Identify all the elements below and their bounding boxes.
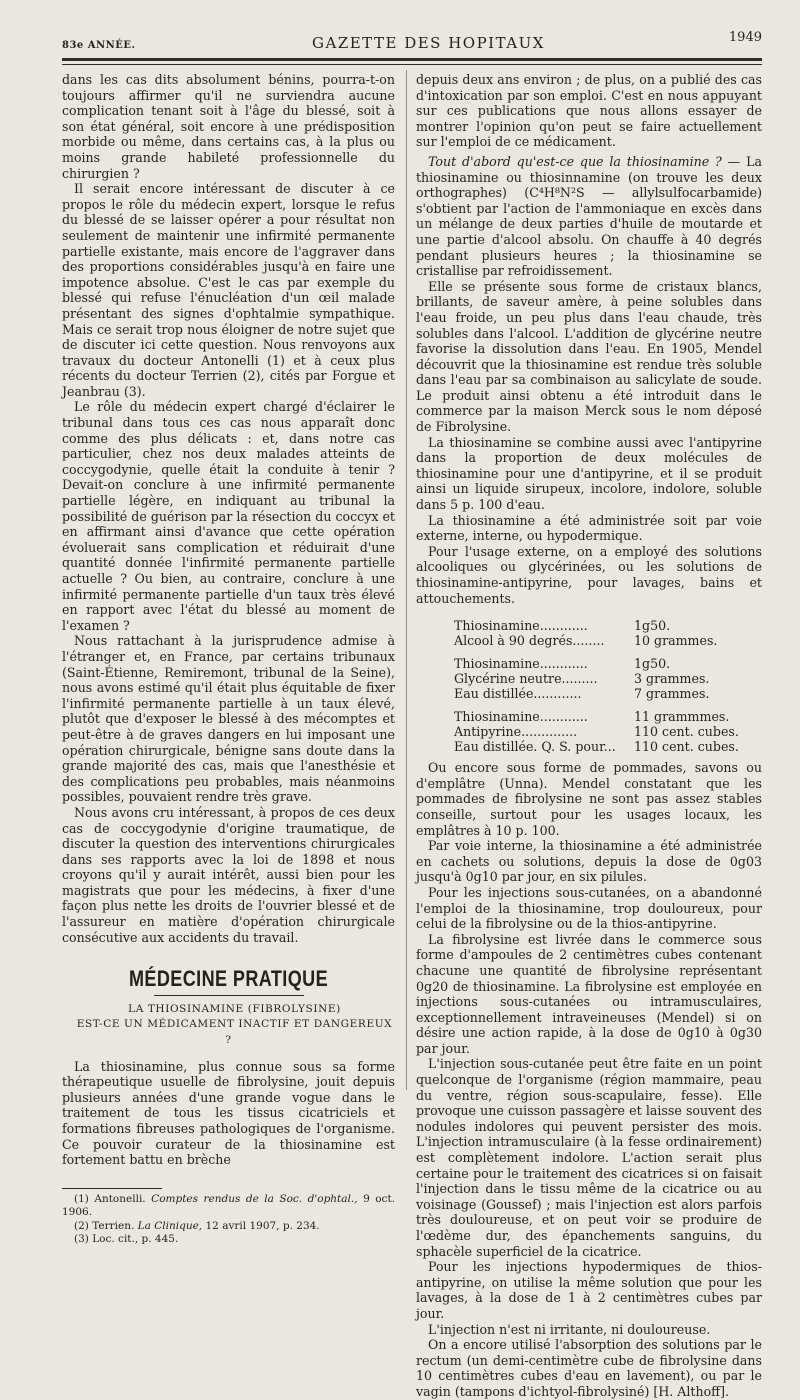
formula-row: Thiosinamine............ 1g50.: [454, 656, 671, 672]
footnote-2-source: La Clinique,: [137, 1219, 203, 1232]
footnote-2-author: (2) Terrien.: [74, 1219, 135, 1232]
left-paragraph-3: Le rôle du médecin expert chargé d'éclairer le tribunal dans tous ces cas nous apparaît donc comme des plus délicats : et, dans notre cas particulier, chez nos deux malades atteints de coccygodynie, quelle était la conduite à tenir ? Devait-on conclure à une infirmité permanente partielle légère, en indiquant au tribunal la possibilité de guérison par la résection du coccyx et en affirmant ainsi d'avance que cette opération évoluerait sans complication et réduirait d'une quantité donnée l'infirmité permanente partielle actuelle ? Ou bien, au contraire, conclure à une infirmité permanente partielle d'un taux très élevé en rapport avec l'état du blessé au moment de l'examen ?: [62, 399, 395, 633]
right-paragraph-8: Par voie interne, la thiosinamine a été administrée en cachets ou solutions, depuis la dose de 0g03 jusqu'à 0g10 par jour, en six pilules.: [416, 838, 762, 885]
page-number: 1949: [728, 30, 762, 45]
footnote-2: [62, 1220, 395, 1234]
formula-row: Eau distillée............ 7 grammes.: [454, 686, 710, 702]
journal-title: GAZETTE DES HOPITAUX: [312, 34, 545, 52]
article-subtitle: EST-CE UN MÉDICAMENT INACTIF ET DANGEREUX ?: [76, 1018, 393, 1047]
formula-row: Glycérine neutre......... 3 grammes.: [454, 671, 710, 687]
formula-row: Antipyrine.............. 110 cent. cubes.: [454, 724, 739, 740]
formula-table: [454, 618, 739, 754]
right-paragraph-4: La thiosinamine se combine aussi avec l'antipyrine dans la proportion de deux molécules de thiosinamine pour une d'antipyrine, et il se produit ainsi un liquide sirupeux, incolore, indolore, soluble dans 5 p. 100 d'eau.: [416, 434, 762, 513]
header-rule-thin: [62, 64, 762, 65]
footnote-1: [62, 1193, 395, 1220]
article-title: LA THIOSINAMINE (FIBROLYSINE): [128, 1002, 341, 1015]
right-paragraph-13: L'injection n'est ni irritante, ni douloureuse.: [428, 1321, 711, 1337]
right-paragraph-11: L'injection sous-cutanée peut être faite en un point quelconque de l'organisme (région mammaire, peau du ventre, région sous-scapulaire, fesse). Elle provoque une cuisson passagère et laisse souvent des nodules indolores qui peuvent persister des mois. L'injection intramusculaire (à la fesse ordinairement) est complètement indolore. L'action serait plus certaine pour le traitement des cicatrices si on faisait l'injection dans le tissu même de la cicatrice ou au voisinage (Goussef) ; mais l'injection est alors parfois très douloureuse, et on peut voir se produire de l'œdème dur, des épanchements sanguins, du sphacèle superficiel de la cicatrice.: [416, 1056, 762, 1259]
section-title-rule: [154, 995, 304, 996]
right-paragraph-3: Elle se présente sous forme de cristaux blancs, brillants, de saveur amère, à peine solubles dans l'eau froide, un peu plus dans l'eau chaude, très solubles dans l'alcool. L'addition de glycérine neutre favorise la dissolution dans l'eau. En 1905, Mendel découvrit que la thiosinamine est rendue très soluble dans l'eau par sa combinaison au salicylate de soude. Le produit ainsi obtenu a été introduit dans le commerce par la maison Merck sous le nom déposé de Fibrolysine.: [416, 278, 762, 435]
footnote-3: [62, 1233, 395, 1247]
volume-label: 83e ANNÉE.: [62, 40, 136, 51]
article-paragraph-1: La thiosinamine, plus connue sous sa forme thérapeutique usuelle de fibrolysine, jouit depuis plusieurs années d'une grande vogue dans le traitement de tous les tissus cicatriciels et formations fibreuses pathologiques de l'organisme. Ce pouvoir curateur de la thiosinamine est fortement battu en brèche: [62, 1058, 395, 1168]
left-paragraph-2: Il serait encore intéressant de discuter à ce propos le rôle du médecin expert, lorsque le refus du blessé de se laisser opérer a pour résultat non seulement de maintenir une infirmité permanente partielle existante, mais encore de l'aggraver dans des proportions considérables jusqu'à en faire une impotence absolue. C'est le cas par exemple du blessé qui refuse l'énucléation d'un œil malade présentant des signes d'ophtalmie sympathique. Mais ce serait trop nous éloigner de notre sujet que de discuter ici cette question. Nous renvoyons aux travaux du docteur Antonelli (1) et à ceux plus récents du docteur Terrien (2), cités par Forgue et Jeanbrau (3).: [62, 181, 395, 399]
footnote-3-ref: (3) Loc. cit., p. 445.: [74, 1233, 179, 1246]
left-paragraph-1: dans les cas dits absolument bénins, pourra-t-on toujours affirmer qu'il ne surviendra aucune complication tenant soit à l'âge du blessé, soit à son état général, soit encore à une prédisposition morbide ou même, dans certains cas, à la plus ou moins grande habileté professionnelle du chirurgien ?: [62, 72, 395, 181]
left-paragraph-5: Nous avons cru intéressant, à propos de ces deux cas de coccygodynie d'origine traumatique, de discuter la question des interventions chirurgicales dans ses rapports avec la loi de 1898 et nous croyons qu'il y aurait intérêt, aussi bien pour les magistrats que pour les médecins, à fixer d'une façon plus nette les droits de l'ouvrier blessé et de l'assureur en matière d'opération chirurgicale consécutive aux accidents du travail.: [62, 804, 395, 945]
footnote-1-author: (1) Antonelli.: [74, 1192, 146, 1205]
formula-row: Eau distillée. Q. S. pour... 110 cent. cubes.: [454, 739, 739, 755]
left-column: [62, 72, 395, 1247]
formula-row: Alcool à 90 degrés........ 10 grammes.: [454, 633, 718, 649]
footnote-2-date: 12 avril 1907, p. 234.: [205, 1219, 320, 1232]
footnote-1-date: 9 oct. 1906.: [62, 1192, 395, 1219]
right-paragraph-1: depuis deux ans environ ; de plus, on a publié des cas d'intoxication par son emploi. C'est en nous appuyant sur ces publications que nous allons essayer de montrer l'opinion qu'on peut se faire actuellement sur l'emploi de ce médicament.: [416, 72, 762, 150]
right-paragraph-10: La fibrolysine est livrée dans le commerce sous forme d'ampoules de 2 centimètres cubes contenant chacune une quantité de fibrolysine représentant 0g20 de thiosinamine. La fibrolysine est employée en injections sous-cutanées ou intramusculaires, exceptionnellement intraveineuses (Mendel) si on désire une action rapide, à la dose de 0g10 à 0g30 par jour.: [416, 931, 762, 1056]
footnote-1-source: Comptes rendus de la Soc. d'ophtal.,: [151, 1192, 358, 1205]
right-column: [416, 72, 762, 1400]
formula-row: Thiosinamine............ 1g50.: [454, 618, 671, 634]
footnote-rule: [62, 1188, 162, 1189]
header-rule-thick: [62, 58, 762, 61]
right-paragraph-6: Pour l'usage externe, on a employé des solutions alcooliques ou glycérinées, ou les solutions de thiosinamine-antipyrine, pour lavages, bains et attouchements.: [416, 543, 762, 606]
column-divider: [406, 70, 407, 1090]
left-paragraph-4: Nous rattachant à la jurisprudence admise à l'étranger et, en France, par certains tribunaux (Saint-Étienne, Remiremont, tribunal de la Seine), nous avons estimé qu'il était plus équitable de fixer l'infirmité permanente partielle à un taux élevé, plutôt que d'exposer le blessé à des mécomptes et peut-être à de graves dangers en lui imposant une opération chirurgicale, bénigne sans doute dans la grande majorité des cas, mais que l'anesthésie et des complications peu probables, mais néanmoins possibles, pouvaient rendre très grave.: [62, 633, 395, 805]
right-paragraph-2-text: — La thiosinamine ou thiosinnamine (on trouve les deux orthographes) (C⁴H⁸N²S — allylsulfocarbamide) s'obtient par l'action de l'ammoniaque en excès dans un mélange de deux parties d'huile de moutarde et une partie d'alcool absolu. On chauffe à 40 degrés pendant plusieurs heures ; la thiosinamine se cristallise par refroidissement.: [416, 153, 762, 279]
right-paragraph-12: Pour les injections hypodermiques de thios-antipyrine, on utilise la même solution que pour les lavages, à la dose de 1 à 2 centimètres cubes par jour.: [416, 1259, 762, 1321]
section-title: MÉDECINE PRATIQUE: [128, 966, 329, 992]
question-heading: Tout d'abord qu'est-ce que la thiosinamine ?: [428, 153, 722, 169]
page-header: [62, 30, 762, 54]
right-paragraph-7: Ou encore sous forme de pommades, savons ou d'emplâtre (Unna). Mendel constatant que les pommades de fibrolysine ne sont pas assez stables conseille, surtout pour les usages locaux, les emplâtres à 10 p. 100.: [416, 760, 762, 838]
formula-row: Thiosinamine............ 11 grammmes.: [454, 709, 730, 725]
right-paragraph-5: La thiosinamine a été administrée soit par voie externe, interne, ou hypodermique.: [416, 512, 762, 544]
right-paragraph-2: [416, 154, 762, 279]
right-paragraph-14: On a encore utilisé l'absorption des solutions par le rectum (un demi-centimètre cube de fibrolysine dans 10 centimètres cubes d'eau en lavement), ou par le vagin (tampons d'ichtyol-fibrolysiné) [H. Althoff].: [416, 1337, 762, 1399]
right-paragraph-9: Pour les injections sous-cutanées, on a abandonné l'emploi de la thiosinamine, trop douloureux, pour celui de la fibrolysine ou de la thios-antipyrine.: [416, 884, 762, 932]
